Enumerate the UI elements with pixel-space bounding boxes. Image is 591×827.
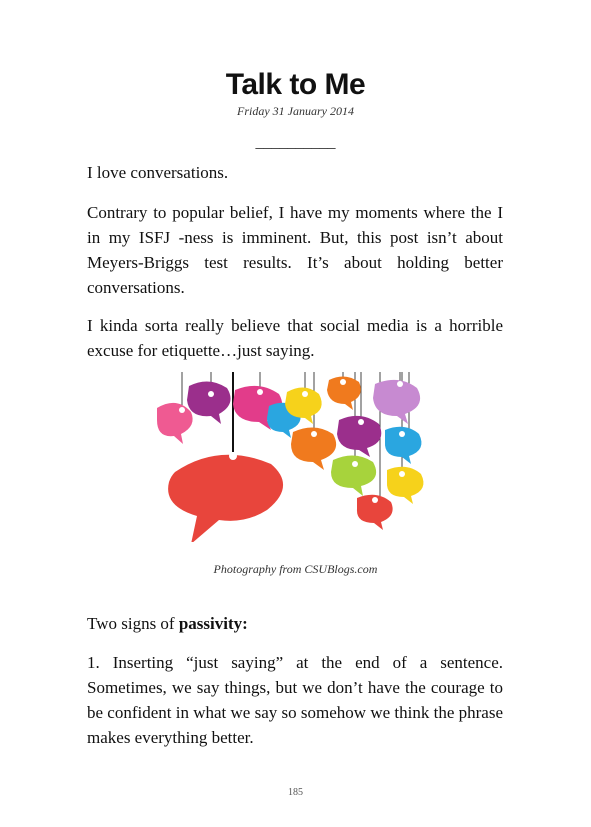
speech-bubbles-illustration <box>157 372 431 542</box>
page-number: 185 <box>288 787 303 798</box>
section-heading-prefix: Two signs of <box>87 614 179 633</box>
paragraph-point-1: 1. Inserting “just saying” at the end of a sentence. Sometimes, we say things, but we don’t have the courage to be confident in what we say so somehow we think the phrase makes everything better. <box>87 653 503 747</box>
section-heading <box>87 611 503 636</box>
photo-caption: Photography from CSUBlogs.com <box>213 562 378 576</box>
page-title: Talk to Me <box>225 68 366 101</box>
paragraph-social-media: I kinda sorta really believe that social media is a horrible excuse for etiquette…just saying. <box>87 316 503 360</box>
speech-bubbles-photo <box>157 372 431 542</box>
separator-line: __________ <box>255 134 336 151</box>
paragraph-isfj: Contrary to popular belief, I have my moments where the I in my ISFJ -ness is imminent. But, this post isn’t about Meyers-Briggs test results. It’s about holding better conversations. <box>87 203 503 297</box>
paragraph-intro: I love conversations. <box>87 163 229 182</box>
post-date: Friday 31 January 2014 <box>237 104 354 118</box>
section-heading-bold: passivity: <box>178 614 248 633</box>
